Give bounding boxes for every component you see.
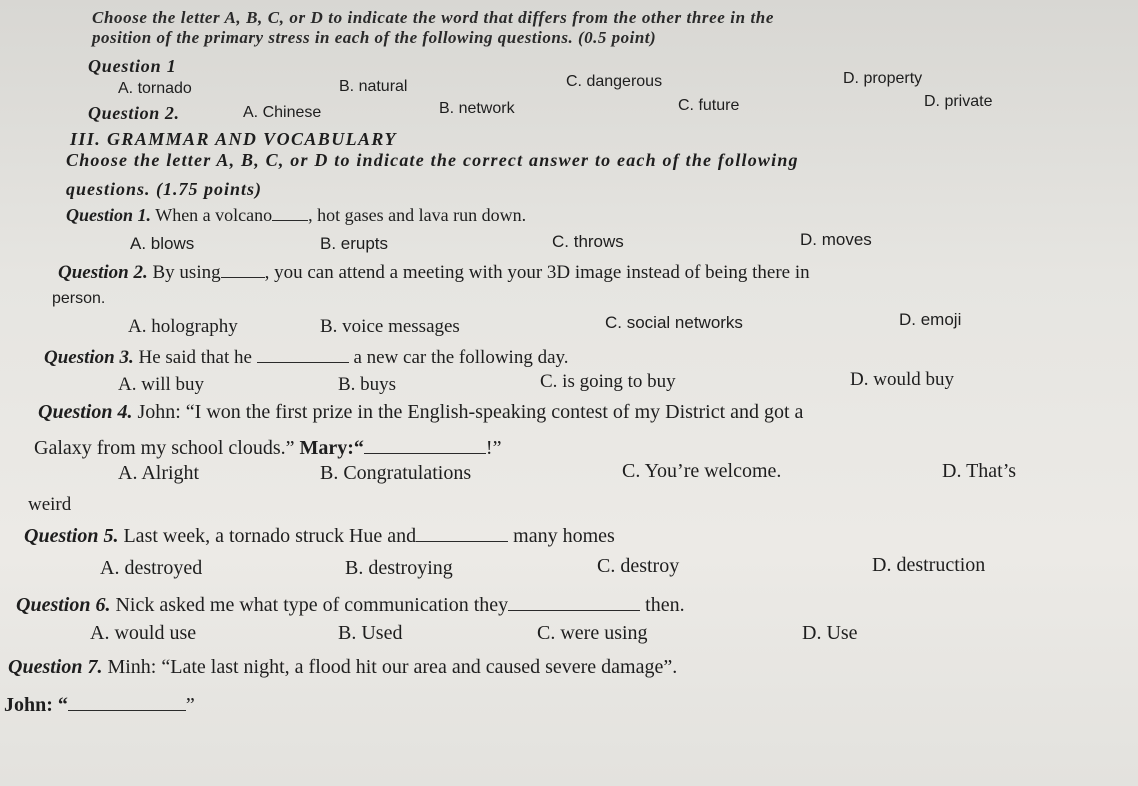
stress-q2-option-b[interactable]: B. network: [439, 100, 515, 117]
question-5-blank[interactable]: [416, 521, 508, 542]
question-6: [16, 590, 685, 617]
stress-instruction-line2: position of the primary stress in each of the following questions. (0.5 point): [92, 28, 657, 47]
question-6-label: Question 6.: [16, 594, 111, 616]
question-5-label: Question 5.: [24, 525, 119, 547]
question-3-blank[interactable]: [257, 343, 349, 363]
question-4-cont-after: !”: [485, 437, 502, 459]
q3-option-d[interactable]: D. would buy: [850, 369, 954, 390]
q1-option-c[interactable]: C. throws: [552, 232, 624, 251]
question-4: [38, 401, 803, 424]
grammar-instruction-line2: questions. (1.75 points): [66, 179, 263, 199]
q5-option-c[interactable]: C. destroy: [597, 555, 680, 577]
q6-option-a[interactable]: A. would use: [90, 622, 197, 644]
question-7-john-after: ”: [185, 694, 195, 716]
question-4-mary: Mary:“: [299, 437, 364, 459]
question-5-text: Last week, a tornado struck Hue and: [118, 525, 417, 547]
question-7: [8, 656, 677, 679]
q2-option-c[interactable]: C. social networks: [605, 313, 743, 332]
question-2: [58, 258, 810, 284]
q4-option-c[interactable]: C. You’re welcome.: [622, 460, 782, 482]
question-1-text-after: , hot gases and lava run down.: [308, 205, 527, 225]
question-1-label: Question 1.: [66, 205, 152, 225]
q3-option-b[interactable]: B. buys: [338, 374, 397, 395]
question-6-text: Nick asked me what type of communication they: [110, 594, 509, 616]
question-2-continuation: person.: [52, 290, 106, 307]
question-3: [44, 343, 569, 369]
grammar-instruction-line1: Choose the letter A, B, C, or D to indicate the correct answer to each of the following: [66, 150, 799, 170]
question-4-text: John: “I won the first prize in the English-speaking contest of my District and got a: [132, 401, 804, 423]
q2-option-a[interactable]: A. holography: [128, 316, 238, 337]
question-5: [24, 521, 615, 548]
question-4-cont-text: Galaxy from my school clouds.”: [34, 437, 300, 459]
question-7-john: [4, 690, 195, 717]
question-1: [66, 202, 526, 226]
question-3-text-after: a new car the following day.: [348, 347, 569, 368]
question-7-john-label: John: “: [4, 694, 68, 716]
question-6-text-after: then.: [640, 594, 685, 616]
q4-option-d[interactable]: D. That’s: [942, 460, 1017, 482]
stress-q2-option-a[interactable]: A. Chinese: [243, 104, 322, 121]
stress-q2-option-c[interactable]: C. future: [678, 97, 740, 114]
q5-option-a[interactable]: A. destroyed: [100, 557, 203, 579]
q1-option-b[interactable]: B. erupts: [320, 234, 389, 253]
stress-question-1-label: Question 1: [88, 56, 177, 76]
q4-option-a[interactable]: A. Alright: [118, 462, 200, 484]
question-7-label: Question 7.: [8, 656, 103, 678]
question-4-label: Question 4.: [38, 401, 133, 423]
q4-option-d-continuation: weird: [28, 494, 72, 515]
q6-option-b[interactable]: B. Used: [338, 622, 403, 644]
question-7-text: Minh: “Late last night, a flood hit our area and caused severe damage”.: [102, 656, 678, 678]
question-3-text: He said that he: [133, 347, 257, 368]
q5-option-b[interactable]: B. destroying: [345, 557, 453, 579]
question-7-blank[interactable]: [68, 690, 186, 711]
stress-q1-option-b[interactable]: B. natural: [339, 78, 408, 95]
q5-option-d[interactable]: D. destruction: [872, 554, 986, 576]
stress-question-2-label: Question 2.: [88, 103, 180, 123]
question-3-label: Question 3.: [44, 347, 134, 368]
question-5-text-after: many homes: [508, 525, 615, 547]
q1-option-a[interactable]: A. blows: [130, 234, 195, 253]
q4-option-b[interactable]: B. Congratulations: [320, 462, 472, 484]
question-4-continuation: [34, 433, 501, 460]
question-6-blank[interactable]: [508, 590, 640, 611]
question-4-blank[interactable]: [364, 433, 486, 454]
stress-q1-option-a[interactable]: A. tornado: [118, 80, 192, 97]
question-2-blank[interactable]: [221, 258, 265, 278]
q2-option-b[interactable]: B. voice messages: [320, 316, 460, 337]
q6-option-c[interactable]: C. were using: [537, 622, 648, 644]
q6-option-d[interactable]: D. Use: [802, 622, 858, 644]
question-2-text: By using: [147, 262, 221, 283]
section-heading: III. GRAMMAR AND VOCABULARY: [70, 129, 397, 149]
q1-option-d[interactable]: D. moves: [800, 230, 872, 249]
question-1-blank[interactable]: [272, 202, 308, 221]
q2-option-d[interactable]: D. emoji: [899, 310, 962, 329]
q3-option-c[interactable]: C. is going to buy: [540, 371, 676, 392]
q3-option-a[interactable]: A. will buy: [118, 374, 205, 395]
stress-q1-option-c[interactable]: C. dangerous: [566, 73, 663, 90]
question-1-text: When a volcano: [151, 205, 273, 225]
stress-instruction-line1: Choose the letter A, B, C, or D to indicate the word that differs from the other three in the: [92, 8, 775, 27]
question-2-text-after: , you can attend a meeting with your 3D image instead of being there in: [264, 262, 810, 283]
question-2-label: Question 2.: [58, 262, 148, 283]
stress-q1-option-d[interactable]: D. property: [843, 70, 923, 87]
stress-q2-option-d[interactable]: D. private: [924, 93, 993, 110]
